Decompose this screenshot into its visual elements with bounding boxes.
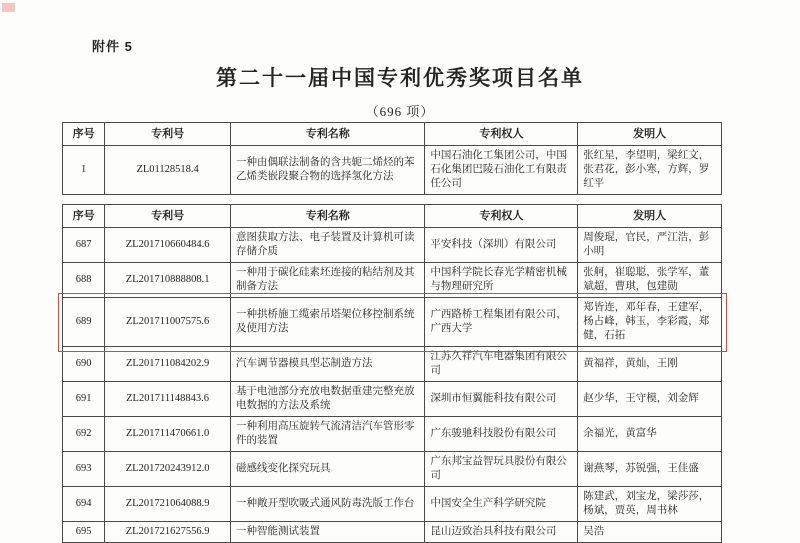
patent-number-cell: ZL201721064088.9 — [105, 487, 231, 522]
column-header: 发明人 — [578, 205, 722, 228]
patentee-cell: 昆山迈致治具科技有限公司 — [425, 522, 578, 543]
serial-cell: 692 — [63, 417, 105, 452]
inventors-cell: 黄福祥，黄灿，王刚 — [578, 347, 722, 382]
column-header: 序号 — [63, 205, 105, 228]
patentee-cell: 广西路桥工程集团有限公司，广西大学 — [425, 298, 578, 347]
patent-table-continued — [62, 204, 722, 543]
patent-name-cell: 一种用于碳化硅素坯连接的粘结剂及其制备方法 — [231, 263, 425, 298]
table-row — [63, 263, 722, 298]
patentee-cell: 平安科技（深圳）有限公司 — [425, 228, 578, 263]
inventors-cell: 郑皆连，邓年春，王建军，杨占峰，韩玉，李彩霞，郑健，石拓 — [578, 298, 722, 347]
table-row — [63, 228, 722, 263]
inventors-cell: 赵少华，王守模，刘金辉 — [578, 382, 722, 417]
page-title: 第二十一届中国专利优秀奖项目名单 — [216, 67, 584, 90]
inventors-cell: 吴浩 — [578, 522, 722, 543]
column-header: 专利名称 — [231, 123, 425, 146]
patent-number-cell: ZL201711084202.9 — [105, 347, 231, 382]
patentee-cell: 江苏久祥汽车电器集团有限公司 — [425, 347, 578, 382]
patent-number-cell: ZL201710660484.6 — [105, 228, 231, 263]
scan-corner-artifact — [2, 3, 15, 12]
patent-name-cell: 磁感线变化探究玩具 — [231, 452, 425, 487]
serial-cell: 695 — [63, 522, 105, 543]
patent-name-cell: 意图获取方法、电子装置及计算机可读存储介质 — [231, 228, 425, 263]
patentee-cell: 广东骏驰科技股份有限公司 — [425, 417, 578, 452]
column-header: 专利权人 — [425, 205, 578, 228]
patent-number-cell: ZL201710888808.1 — [105, 263, 231, 298]
table-header-row — [63, 205, 722, 228]
serial-cell: 688 — [63, 263, 105, 298]
column-header: 专利名称 — [231, 205, 425, 228]
column-header: 发明人 — [578, 123, 722, 146]
patent-name-cell: 一种敞开型吹吸式通风防毒洗版工作台 — [231, 487, 425, 522]
patent-name-cell: 一种智能测试装置 — [231, 522, 425, 543]
patent-number-cell: ZL201711007575.6 — [105, 298, 231, 347]
table-row — [63, 146, 722, 195]
inventors-cell: 周俊琨，官民，严江浩，彭小明 — [578, 228, 722, 263]
table-row-highlighted — [63, 298, 722, 347]
serial-cell: 693 — [63, 452, 105, 487]
patent-number-cell: ZL201720243912.0 — [105, 452, 231, 487]
table-row — [63, 417, 722, 452]
item-count-subtitle: （696 项） — [365, 104, 435, 119]
serial-cell: 689 — [63, 298, 105, 347]
patent-name-cell: 一种由偶联法制备的含共轭二烯烃的苯乙烯类嵌段聚合物的选择氢化方法 — [231, 146, 425, 195]
patentee-cell: 深圳市恒翼能科技有限公司 — [425, 382, 578, 417]
table-row — [63, 382, 722, 417]
inventors-cell: 陈建武，刘宝龙，梁莎莎，杨斌，贾英，周书林 — [578, 487, 722, 522]
inventors-cell: 余福光，黄富华 — [578, 417, 722, 452]
patent-number-cell: ZL01128518.4 — [105, 146, 231, 195]
patent-number-cell: ZL201711470661.0 — [105, 417, 231, 452]
patentee-cell: 中国安全生产科学研究院 — [425, 487, 578, 522]
serial-cell: 1 — [63, 146, 105, 195]
column-header: 专利号 — [105, 205, 231, 228]
column-header: 序号 — [63, 123, 105, 146]
serial-cell: 694 — [63, 487, 105, 522]
patent-table-first-entry — [62, 122, 722, 195]
inventors-cell: 谢燕琴，苏锐强，王佳盛 — [578, 452, 722, 487]
serial-cell: 691 — [63, 382, 105, 417]
patent-name-cell: 一种利用高压旋转气流清洁汽车管形零件的装置 — [231, 417, 425, 452]
column-header: 专利号 — [105, 123, 231, 146]
attachment-label: 附件 5 — [92, 39, 133, 54]
patent-number-cell: ZL201711148843.6 — [105, 382, 231, 417]
column-header: 专利权人 — [425, 123, 578, 146]
table-row — [63, 522, 722, 543]
inventors-cell: 张舸，崔聪聪，张学军，董斌超，曹琪，包建勋 — [578, 263, 722, 298]
table-row — [63, 452, 722, 487]
table-row — [63, 347, 722, 382]
serial-cell: 690 — [63, 347, 105, 382]
patent-number-cell: ZL201721627556.9 — [105, 522, 231, 543]
table-row — [63, 487, 722, 522]
table-header-row — [63, 123, 722, 146]
patent-name-cell: 一种拱桥施工缆索吊塔架位移控制系统及使用方法 — [231, 298, 425, 347]
patent-name-cell: 基于电池部分充放电数据重建完整充放电数据的方法及系统 — [231, 382, 425, 417]
inventors-cell: 张红星，李望明，梁红文，张君花，彭小寒，方辉，罗红平 — [578, 146, 722, 195]
patentee-cell: 广东邦宝益智玩具股份有限公司 — [425, 452, 578, 487]
patent-name-cell: 汽车调节器模具型芯制造方法 — [231, 347, 425, 382]
patentee-cell: 中国科学院长春光学精密机械与物理研究所 — [425, 263, 578, 298]
serial-cell: 687 — [63, 228, 105, 263]
patentee-cell: 中国石油化工集团公司，中国石化集团巴陵石油化工有限责任公司 — [425, 146, 578, 195]
